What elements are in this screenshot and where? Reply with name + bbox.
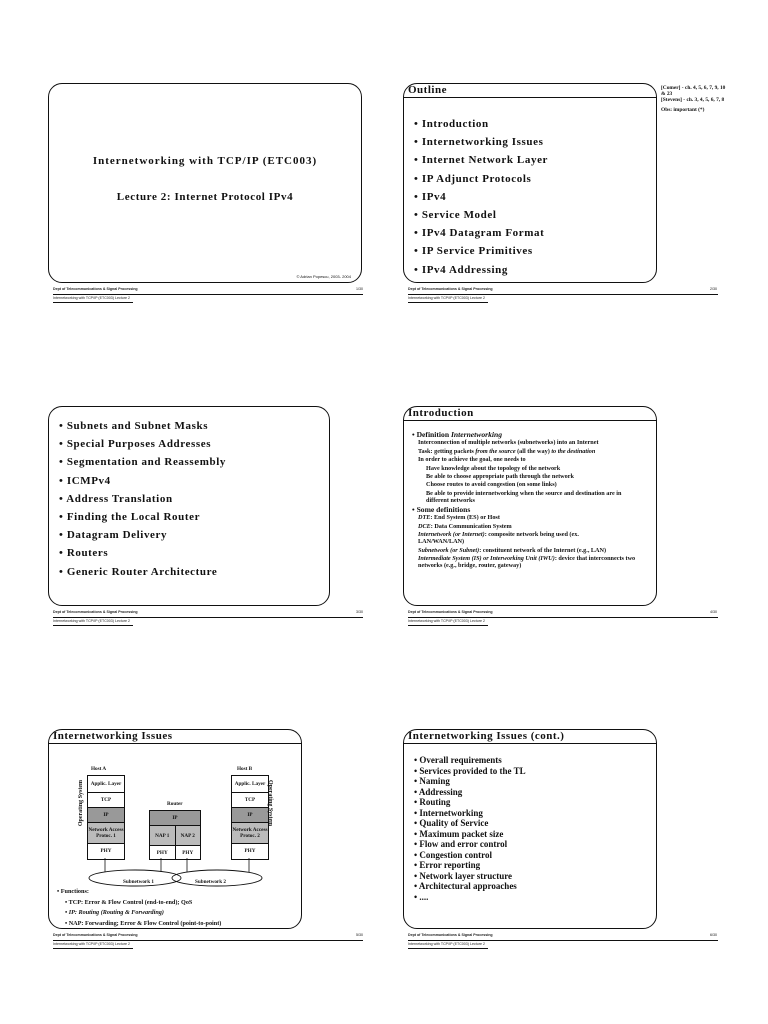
list-item: • Overall requirements	[414, 755, 526, 766]
defs-label: Some definitions	[416, 504, 471, 514]
function-text: IP: Routing (Routing & Forwarding)	[68, 909, 164, 916]
footer-dept: Dept of Telecommunications & Signal Processing	[53, 610, 138, 614]
footer-rule-short	[53, 302, 133, 303]
footer-rule-short	[408, 302, 488, 303]
footer-rule	[408, 940, 718, 941]
outline-list	[414, 118, 548, 282]
text-span: Task: getting packets	[418, 447, 476, 455]
router-nap2: NAP 2	[176, 826, 201, 845]
term-text: : Data Communication System	[430, 522, 512, 530]
footer-dept: Dept of Telecommunications & Signal Processing	[408, 933, 493, 937]
slide-6	[403, 729, 657, 929]
list-item: • Introduction	[414, 118, 548, 136]
slide-5	[48, 729, 302, 929]
outline-list-cont	[59, 420, 226, 584]
slide-3	[48, 406, 330, 606]
layer-phy: PHY	[100, 848, 112, 854]
footer-rule-short	[408, 948, 488, 949]
page-number: 4/30	[710, 610, 717, 614]
list-item: • Internetworking Issues	[414, 136, 548, 154]
intro-line	[412, 448, 648, 456]
layer-tcp: TCP	[232, 793, 268, 808]
intro-line: Have knowledge about the topology of the network	[426, 464, 561, 472]
host-b-label: Host B	[237, 766, 253, 772]
note-comer: [Comer] - ch. 4, 5, 6, 7, 9, 10 & 23	[661, 85, 726, 97]
function-text: TCP: Error & Flow Control (end-to-end); QoS	[68, 898, 193, 906]
slide-1	[48, 83, 362, 283]
text-span: from the source	[475, 447, 516, 455]
functions-list	[57, 887, 221, 929]
list-item: • Generic Router Architecture	[59, 566, 226, 584]
list-item: • Special Purposes Addresses	[59, 438, 226, 456]
list-item: • ....	[414, 892, 526, 903]
footer-dept: Dept of Telecommunications & Signal Processing	[408, 287, 493, 291]
list-item: • Internet Network Layer	[414, 154, 548, 172]
list-item: • IP Adjunct Protocols	[414, 173, 548, 191]
slide-title: Internetworking Issues	[53, 730, 173, 742]
footer-rule-short	[53, 948, 133, 949]
router-ip: IP	[150, 811, 200, 826]
list-item: • Subnets and Subnet Masks	[59, 420, 226, 438]
def-line	[412, 555, 648, 569]
definitions-bullet: • Some definitions	[412, 504, 471, 514]
list-item: • Naming	[414, 776, 526, 787]
footer-dept: Dept of Telecommunications & Signal Processing	[408, 610, 493, 614]
os-label-a: Operating System	[78, 780, 84, 827]
side-note	[661, 86, 731, 114]
layer-tcp: TCP	[88, 793, 124, 808]
text-span: to the destination	[551, 447, 596, 455]
layer-nap: Network Access Protoc. 2	[232, 823, 268, 844]
lecture-title: Lecture 2: Internet Protocol IPv4	[116, 191, 294, 203]
list-item: • Maximum packet size	[414, 829, 526, 840]
subnet-1-label: Subnetwork 1	[123, 879, 154, 885]
list-item: • Error reporting	[414, 860, 526, 871]
footer-rule	[53, 294, 363, 295]
list-item: • Network layer structure	[414, 871, 526, 882]
intro-line: Interconnection of multiple networks (subnetworks) into an Internet	[418, 439, 599, 447]
slide-title: Outline	[408, 84, 447, 96]
functions-heading: • Functions:	[57, 888, 89, 895]
list-item: • Finding the Local Router	[59, 511, 226, 529]
footer-rule	[408, 294, 718, 295]
footer-rule	[53, 940, 363, 941]
term: Internetwork (or Internet)	[418, 531, 485, 539]
list-item: • Service Model	[414, 209, 548, 227]
footer-rule	[53, 617, 363, 618]
def-line	[412, 531, 618, 545]
footer-course: Internetworking with TCP/IP (ETC003) Lecture 2	[53, 619, 130, 623]
list-item: • IPv4	[414, 191, 548, 209]
term: Subnetwork (or Subnet)	[418, 547, 480, 555]
list-item: • Quality of Service	[414, 818, 526, 829]
intro-line: Be able to provide internetworking when the source and destination are in different networks	[426, 489, 622, 504]
list-item: • Architectural approaches	[414, 881, 526, 892]
def-term: Internetworking	[450, 430, 503, 439]
footer-dept: Dept of Telecommunications & Signal Processing	[53, 287, 138, 291]
footer-rule-short	[53, 625, 133, 626]
term-text: : device that interconnects two networks (e.g., bridge, router, gateway)	[418, 555, 636, 570]
subnet-2-label: Subnetwork 2	[195, 879, 226, 885]
router-phy-1: PHY	[150, 846, 176, 859]
footer-course: Internetworking with TCP/IP (ETC003) Lecture 2	[408, 619, 485, 623]
course-title: Internetworking with TCP/IP (ETC003)	[92, 155, 318, 167]
list-item: • Datagram Delivery	[59, 529, 226, 547]
intro-line: Be able to choose appropriate path through the network	[426, 473, 574, 481]
slide-2	[403, 83, 657, 283]
def-line	[412, 523, 648, 531]
list-item: • Segmentation and Reassembly	[59, 456, 226, 474]
term: Intermediate System (IS) or Interworking Unit (IWU)	[418, 555, 555, 563]
list-item: • IPv4 Datagram Format	[414, 227, 548, 245]
list-item: • Routing	[414, 797, 526, 808]
slide-title: Internetworking Issues (cont.)	[408, 730, 565, 742]
def-line	[412, 514, 648, 522]
layer-app: Applic. Layer	[88, 776, 124, 793]
intro-line: In order to achieve the goal, one needs to	[418, 456, 526, 464]
function-text: NAP: Forwarding; Error & Flow Control (point-to-point)	[68, 919, 222, 927]
slide-title: Introduction	[408, 407, 474, 419]
intro-line: Choose routes to avoid congestion (on some links)	[426, 481, 557, 489]
term-text: : composite network being used (ex. LAN/WAN/LAN)	[418, 531, 579, 546]
def-label: Definition	[416, 430, 451, 439]
text-span: (all the way)	[515, 447, 552, 455]
footer-rule-short	[408, 625, 488, 626]
term: DCE	[418, 522, 431, 530]
footer-course: Internetworking with TCP/IP (ETC003) Lecture 2	[408, 942, 485, 946]
issues-list	[414, 755, 526, 902]
list-item: • Services provided to the TL	[414, 766, 526, 777]
definition-bullet: • Definition Internetworking	[412, 430, 503, 439]
list-item: • Routers	[59, 547, 226, 565]
term-text: : End System (ES) or Host	[430, 514, 500, 522]
footer-course: Internetworking with TCP/IP (ETC003) Lecture 2	[53, 942, 130, 946]
def-line	[412, 547, 648, 555]
function-item: • TCP: Error & Flow Control (end-to-end); QoS	[65, 898, 193, 906]
title-underline	[404, 420, 656, 421]
page-number: 5/30	[356, 933, 363, 937]
note-obs: Obs: important (*)	[661, 107, 705, 114]
router-label: Router	[167, 801, 183, 807]
router-nap1: NAP 1	[150, 826, 176, 845]
function-item: • IP: Routing (Routing & Forwarding)	[65, 909, 164, 916]
function-item: • NAP: Forwarding; Error & Flow Control (point-to-point)	[65, 919, 222, 927]
list-item: • Address Translation	[59, 493, 226, 511]
footer-rule	[408, 617, 718, 618]
intro-body	[412, 431, 648, 569]
note-stevens: [Stevens] - ch. 3, 4, 5, 6, 7, 8	[661, 96, 725, 103]
page-number: 1/30	[356, 287, 363, 291]
page-number: 6/30	[710, 933, 717, 937]
layer-phy: PHY	[244, 848, 256, 854]
list-item: • IP Service Primitives	[414, 245, 548, 263]
term-text: : constituent network of the Internet (e.g., LAN)	[479, 547, 607, 555]
footer-course: Internetworking with TCP/IP (ETC003) Lecture 2	[53, 296, 130, 300]
footer-dept: Dept of Telecommunications & Signal Processing	[53, 933, 138, 937]
list-item: • Internetworking	[414, 808, 526, 819]
title-underline	[404, 97, 656, 98]
os-label-b: Operating System	[267, 780, 273, 827]
footer-course: Internetworking with TCP/IP (ETC003) Lecture 2	[408, 296, 485, 300]
layer-ip: IP	[232, 808, 268, 823]
list-item: • IPv4 Addressing	[414, 264, 548, 282]
list-item: • Congestion control	[414, 850, 526, 861]
list-item: • ICMPv4	[59, 475, 226, 493]
router-phy-2: PHY	[182, 849, 194, 856]
list-item: • Flow and error control	[414, 839, 526, 850]
layer-app: Applic. Layer	[232, 776, 268, 793]
slide-4	[403, 406, 657, 606]
term: DTE	[418, 514, 431, 522]
page-number: 2/30	[710, 287, 717, 291]
layer-ip: IP	[88, 808, 124, 823]
list-item: • Addressing	[414, 787, 526, 798]
copyright: © Adrian Popescu, 2003- 2004	[296, 274, 351, 279]
page-number: 3/30	[356, 610, 363, 614]
title-underline	[404, 743, 656, 744]
functions-label: Functions:	[60, 888, 89, 895]
layer-nap: Network Access Protoc. 1	[88, 823, 124, 844]
host-a-label: Host A	[91, 766, 107, 772]
